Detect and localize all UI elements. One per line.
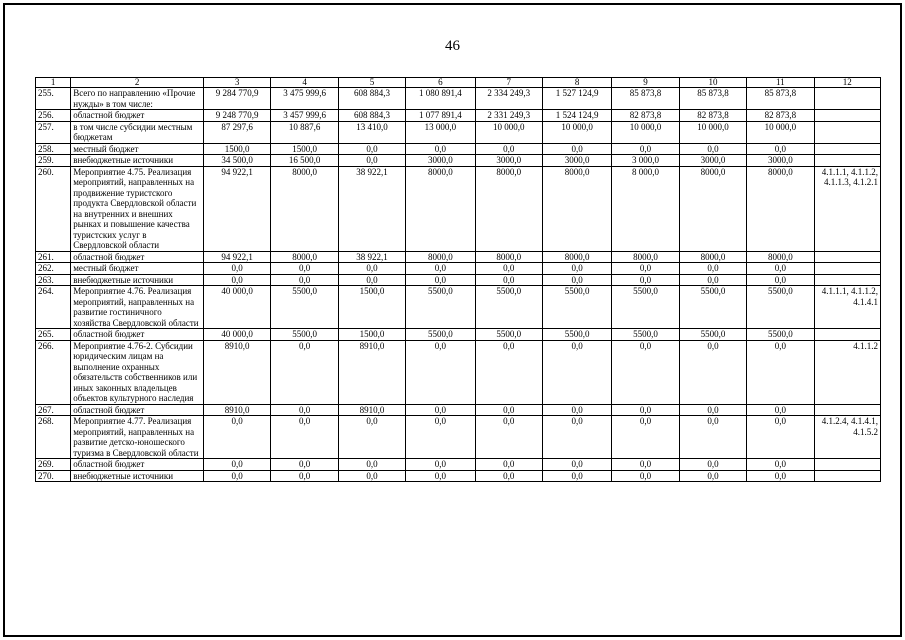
value-cell: 0,0 [406,340,475,404]
value-cell: 0,0 [338,263,405,275]
value-cell: 0,0 [406,274,475,286]
page-number: 46 [445,38,460,54]
value-cell: 0,0 [612,416,679,459]
value-cell: 0,0 [542,263,611,275]
row-number: 265. [36,329,71,341]
indicator-ref [814,143,880,155]
table-row [36,340,881,404]
value-cell: 3000,0 [542,155,611,167]
indicator-ref [814,404,880,416]
indicator-ref [814,121,880,143]
table-row [36,274,881,286]
value-cell: 85 873,8 [679,88,746,110]
table-row [36,251,881,263]
value-cell: 3000,0 [475,155,542,167]
value-cell: 10 887,6 [271,121,338,143]
value-cell: 82 873,8 [747,110,814,122]
row-number: 268. [36,416,71,459]
table-row [36,459,881,471]
value-cell: 40 000,0 [203,286,270,329]
value-cell: 9 248 770,9 [203,110,270,122]
value-cell: 13 410,0 [338,121,405,143]
value-cell: 5500,0 [679,286,746,329]
table-row [36,166,881,251]
value-cell: 3 475 999,6 [271,88,338,110]
row-name: в том числе субсидии местным бюджетам [71,121,204,143]
value-cell: 5500,0 [679,329,746,341]
value-cell: 0,0 [679,340,746,404]
column-header: 10 [679,78,746,88]
value-cell: 0,0 [406,404,475,416]
value-cell: 0,0 [271,470,338,482]
value-cell: 1500,0 [203,143,270,155]
table-row [36,263,881,275]
row-name: внебюджетные источники [71,470,204,482]
table-row [36,286,881,329]
value-cell: 1500,0 [271,143,338,155]
value-cell: 0,0 [612,459,679,471]
budget-table [35,77,881,482]
row-number: 262. [36,263,71,275]
column-header: 6 [406,78,475,88]
value-cell: 0,0 [542,416,611,459]
value-cell: 38 922,1 [338,166,405,251]
value-cell: 5500,0 [542,329,611,341]
value-cell: 3 457 999,6 [271,110,338,122]
row-name: Мероприятие 4.76. Реализация мероприятий, направленных на развитие гостиничного хозяйства Свердловской области [71,286,204,329]
value-cell: 10 000,0 [542,121,611,143]
value-cell: 0,0 [612,143,679,155]
value-cell: 8000,0 [406,251,475,263]
value-cell: 0,0 [271,263,338,275]
row-number: 259. [36,155,71,167]
value-cell: 0,0 [475,416,542,459]
value-cell: 8910,0 [203,404,270,416]
column-header: 12 [814,78,880,88]
value-cell: 0,0 [406,263,475,275]
row-name: местный бюджет [71,143,204,155]
value-cell: 10 000,0 [679,121,746,143]
row-name: Всего по направлению «Прочие нужды» в том числе: [71,88,204,110]
value-cell: 5500,0 [542,286,611,329]
value-cell: 1500,0 [338,329,405,341]
value-cell: 34 500,0 [203,155,270,167]
value-cell: 8000,0 [747,166,814,251]
value-cell: 8000,0 [271,166,338,251]
indicator-ref: 4.1.1.1, 4.1.1.2, 4.1.1.3, 4.1.2.1 [814,166,880,251]
row-name: внебюджетные источники [71,274,204,286]
value-cell: 9 284 770,9 [203,88,270,110]
value-cell: 0,0 [612,340,679,404]
value-cell: 5500,0 [271,329,338,341]
value-cell: 0,0 [679,263,746,275]
value-cell: 2 334 249,3 [475,88,542,110]
value-cell: 0,0 [475,340,542,404]
column-header: 5 [338,78,405,88]
value-cell: 608 884,3 [338,88,405,110]
value-cell: 0,0 [406,143,475,155]
value-cell: 0,0 [271,340,338,404]
value-cell: 1500,0 [338,286,405,329]
indicator-ref [814,88,880,110]
value-cell: 8000,0 [542,251,611,263]
value-cell: 13 000,0 [406,121,475,143]
value-cell: 8910,0 [338,404,405,416]
value-cell: 2 331 249,3 [475,110,542,122]
row-name: внебюджетные источники [71,155,204,167]
value-cell: 0,0 [203,416,270,459]
table-row [36,329,881,341]
value-cell: 0,0 [271,274,338,286]
row-number: 260. [36,166,71,251]
indicator-ref [814,155,880,167]
value-cell: 0,0 [338,459,405,471]
value-cell: 0,0 [679,416,746,459]
table-row [36,470,881,482]
row-number: 258. [36,143,71,155]
indicator-ref [814,459,880,471]
value-cell: 0,0 [203,263,270,275]
value-cell: 0,0 [747,470,814,482]
value-cell: 0,0 [271,404,338,416]
row-number: 255. [36,88,71,110]
value-cell: 0,0 [747,404,814,416]
value-cell: 8000,0 [679,166,746,251]
value-cell: 0,0 [203,274,270,286]
column-header: 1 [36,78,71,88]
value-cell: 0,0 [542,470,611,482]
value-cell: 0,0 [406,416,475,459]
value-cell: 0,0 [338,274,405,286]
indicator-ref [814,251,880,263]
value-cell: 0,0 [747,340,814,404]
value-cell: 3000,0 [747,155,814,167]
value-cell: 0,0 [338,470,405,482]
value-cell: 8000,0 [542,166,611,251]
value-cell: 0,0 [475,263,542,275]
table-row [36,416,881,459]
value-cell: 10 000,0 [475,121,542,143]
value-cell: 0,0 [475,470,542,482]
indicator-ref: 4.1.1.2 [814,340,880,404]
value-cell: 5500,0 [747,286,814,329]
row-number: 256. [36,110,71,122]
value-cell: 0,0 [747,416,814,459]
column-header: 4 [271,78,338,88]
value-cell: 8000,0 [612,251,679,263]
row-name: областной бюджет [71,329,204,341]
column-header: 7 [475,78,542,88]
value-cell: 40 000,0 [203,329,270,341]
indicator-ref [814,470,880,482]
value-cell: 0,0 [475,404,542,416]
value-cell: 82 873,8 [612,110,679,122]
value-cell: 608 884,3 [338,110,405,122]
table-row [36,404,881,416]
value-cell: 0,0 [679,274,746,286]
table-row [36,155,881,167]
value-cell: 0,0 [747,274,814,286]
value-cell: 0,0 [747,459,814,471]
value-cell: 8000,0 [679,251,746,263]
value-cell: 82 873,8 [679,110,746,122]
value-cell: 0,0 [475,143,542,155]
value-cell: 3000,0 [406,155,475,167]
value-cell: 5500,0 [612,286,679,329]
header-row [36,78,881,88]
value-cell: 10 000,0 [612,121,679,143]
value-cell: 5500,0 [406,286,475,329]
value-cell: 0,0 [542,459,611,471]
value-cell: 10 000,0 [747,121,814,143]
value-cell: 0,0 [406,459,475,471]
indicator-ref: 4.1.1.1, 4.1.1.2, 4.1.4.1 [814,286,880,329]
value-cell: 0,0 [542,404,611,416]
value-cell: 3000,0 [679,155,746,167]
row-name: областной бюджет [71,110,204,122]
value-cell: 8 000,0 [612,166,679,251]
value-cell: 0,0 [271,459,338,471]
value-cell: 8000,0 [271,251,338,263]
indicator-ref: 4.1.2.4, 4.1.4.1, 4.1.5.2 [814,416,880,459]
row-name: Мероприятие 4.77. Реализация мероприятий, направленных на развитие детско-юношеского туризма в Свердловской области [71,416,204,459]
row-name: областной бюджет [71,404,204,416]
value-cell: 0,0 [203,459,270,471]
table-body [36,88,881,482]
value-cell: 0,0 [747,263,814,275]
column-header: 2 [71,78,204,88]
value-cell: 0,0 [679,470,746,482]
row-number: 263. [36,274,71,286]
value-cell: 5500,0 [612,329,679,341]
value-cell: 0,0 [542,274,611,286]
row-name: областной бюджет [71,251,204,263]
value-cell: 85 873,8 [747,88,814,110]
value-cell: 0,0 [338,143,405,155]
column-header: 8 [542,78,611,88]
value-cell: 0,0 [271,416,338,459]
value-cell: 0,0 [679,404,746,416]
value-cell: 1 080 891,4 [406,88,475,110]
value-cell: 0,0 [338,416,405,459]
row-name: Мероприятие 4.76-2. Субсидии юридическим лицам на выполнение охранных обязательств собственников или иных законных владельцев объектов культурного наследия [71,340,204,404]
value-cell: 0,0 [406,470,475,482]
value-cell: 3 000,0 [612,155,679,167]
row-number: 267. [36,404,71,416]
value-cell: 8910,0 [338,340,405,404]
row-number: 264. [36,286,71,329]
value-cell: 0,0 [475,459,542,471]
value-cell: 5500,0 [406,329,475,341]
value-cell: 87 297,6 [203,121,270,143]
value-cell: 0,0 [203,470,270,482]
value-cell: 8000,0 [406,166,475,251]
value-cell: 0,0 [542,143,611,155]
value-cell: 5500,0 [475,286,542,329]
column-header: 3 [203,78,270,88]
value-cell: 1 527 124,9 [542,88,611,110]
value-cell: 16 500,0 [271,155,338,167]
table-row [36,121,881,143]
value-cell: 1 524 124,9 [542,110,611,122]
value-cell: 0,0 [542,340,611,404]
row-number: 261. [36,251,71,263]
row-number: 257. [36,121,71,143]
value-cell: 5500,0 [475,329,542,341]
row-name: местный бюджет [71,263,204,275]
value-cell: 0,0 [679,459,746,471]
value-cell: 38 922,1 [338,251,405,263]
value-cell: 85 873,8 [612,88,679,110]
column-header: 9 [612,78,679,88]
row-name: Мероприятие 4.75. Реализация мероприятий, направленных на продвижение туристского продукта Свердловской области на внутренних и внешних рынках и повышение качества туристских услуг в Свердловской области [71,166,204,251]
row-number: 266. [36,340,71,404]
indicator-ref [814,110,880,122]
indicator-ref [814,329,880,341]
column-header: 11 [747,78,814,88]
value-cell: 0,0 [612,263,679,275]
value-cell: 0,0 [475,274,542,286]
indicator-ref [814,274,880,286]
value-cell: 0,0 [612,404,679,416]
value-cell: 94 922,1 [203,166,270,251]
indicator-ref [814,263,880,275]
value-cell: 0,0 [747,143,814,155]
value-cell: 0,0 [612,274,679,286]
table-row [36,143,881,155]
value-cell: 0,0 [612,470,679,482]
value-cell: 8000,0 [475,251,542,263]
row-number: 270. [36,470,71,482]
value-cell: 8910,0 [203,340,270,404]
value-cell: 8000,0 [475,166,542,251]
value-cell: 1 077 891,4 [406,110,475,122]
row-name: областной бюджет [71,459,204,471]
value-cell: 5500,0 [271,286,338,329]
row-number: 269. [36,459,71,471]
table-row [36,110,881,122]
value-cell: 0,0 [679,143,746,155]
value-cell: 8000,0 [747,251,814,263]
value-cell: 5500,0 [747,329,814,341]
value-cell: 0,0 [338,155,405,167]
value-cell: 94 922,1 [203,251,270,263]
table-row [36,88,881,110]
